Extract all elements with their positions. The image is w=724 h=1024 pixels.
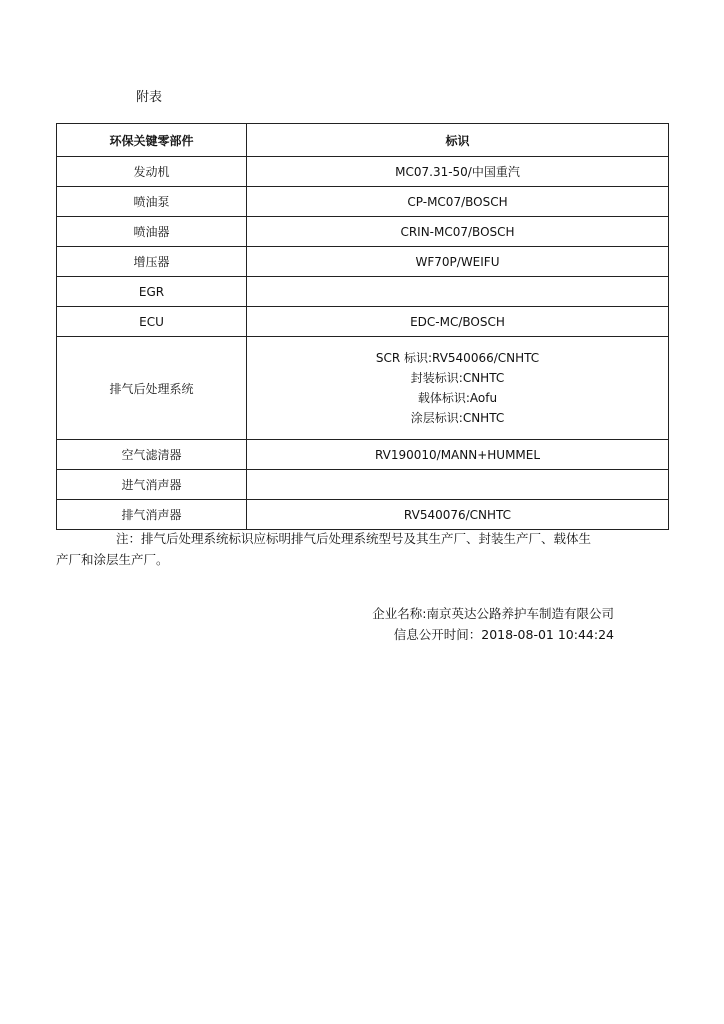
part-identifier-multiline — [247, 337, 669, 440]
part-name: ECU — [57, 307, 247, 337]
part-name: 喷油泵 — [57, 187, 247, 217]
note-line-2: 产厂和涂层生产厂。 — [56, 552, 169, 567]
note-line-1: 注：排气后处理系统标识应标明排气后处理系统型号及其生产厂、封装生产厂、载体生 — [116, 531, 592, 546]
header-part: 环保关键零部件 — [57, 124, 247, 157]
table-row — [57, 217, 669, 247]
publish-time: 信息公开时间：2018-08-01 10:44:24 — [393, 627, 614, 642]
part-identifier — [247, 470, 669, 500]
part-identifier: EDC-MC/BOSCH — [247, 307, 669, 337]
table-row — [57, 247, 669, 277]
substrate-identifier: 载体标识:Aofu — [417, 391, 498, 405]
part-identifier: MC07.31-50/中国重汽 — [247, 157, 669, 187]
table-row — [57, 277, 669, 307]
table-row — [57, 307, 669, 337]
part-name: 空气滤清器 — [57, 440, 247, 470]
part-identifier: RV540076/CNHTC — [247, 500, 669, 530]
part-name: 进气消声器 — [57, 470, 247, 500]
part-name: 排气消声器 — [57, 500, 247, 530]
coating-identifier: 涂层标识:CNHTC — [410, 411, 505, 425]
part-name: EGR — [57, 277, 247, 307]
part-name: 喷油器 — [57, 217, 247, 247]
table-row — [57, 500, 669, 530]
part-identifier: CP-MC07/BOSCH — [247, 187, 669, 217]
table-row — [57, 337, 669, 440]
table-row — [57, 187, 669, 217]
canning-identifier: 封装标识:CNHTC — [410, 371, 505, 385]
part-name: 发动机 — [57, 157, 247, 187]
part-identifier — [247, 277, 669, 307]
part-identifier: WF70P/WEIFU — [247, 247, 669, 277]
table-note — [56, 528, 620, 570]
table-header-row — [57, 124, 669, 157]
page-heading: 附表 — [136, 90, 163, 105]
header-identifier: 标识 — [247, 124, 669, 157]
company-name: 企业名称:南京英达公路养护车制造有限公司 — [372, 606, 614, 621]
part-identifier: CRIN-MC07/BOSCH — [247, 217, 669, 247]
table-row — [57, 470, 669, 500]
part-name: 排气后处理系统 — [57, 337, 247, 440]
part-name: 增压器 — [57, 247, 247, 277]
scr-identifier: SCR 标识:RV540066/CNHTC — [375, 351, 540, 365]
table-row — [57, 157, 669, 187]
part-identifier: RV190010/MANN+HUMMEL — [247, 440, 669, 470]
table-row — [57, 440, 669, 470]
parts-table — [56, 123, 669, 530]
